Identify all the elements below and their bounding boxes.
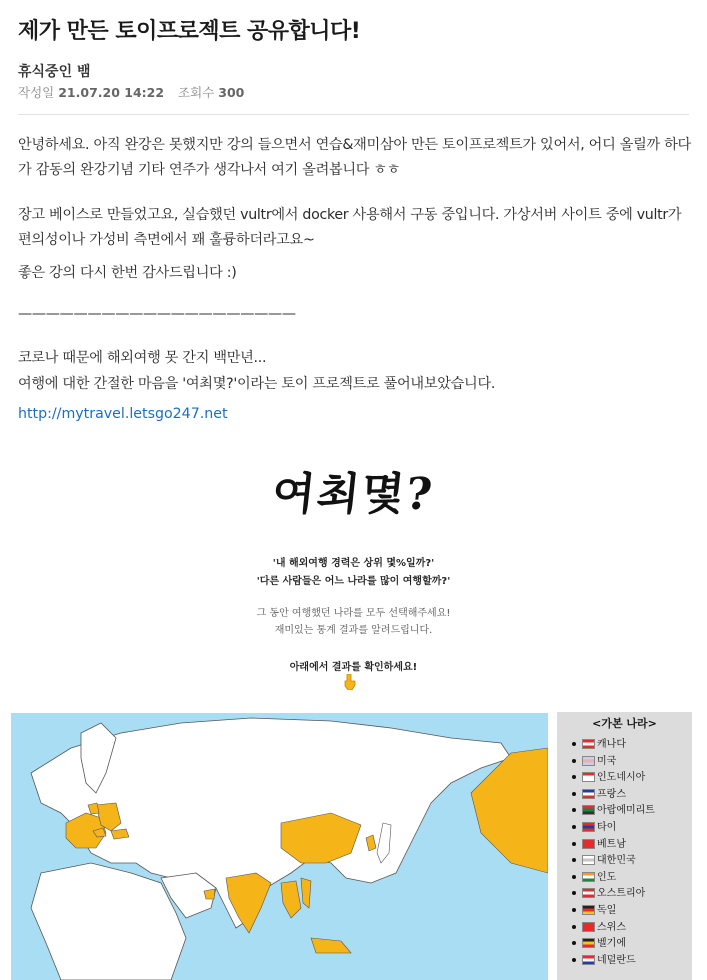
- visited-country-item[interactable]: [572, 820, 692, 837]
- country-name: 네덜란드: [597, 954, 636, 966]
- visited-country-item[interactable]: [572, 903, 692, 920]
- flag-icon: [582, 822, 595, 832]
- pointing-down-hand-icon: [343, 674, 357, 690]
- flag-icon: [582, 905, 595, 915]
- visited-country-item[interactable]: [572, 803, 692, 820]
- bullet-icon: [572, 941, 576, 945]
- country-name: 독일: [597, 904, 617, 916]
- country-name: 스위스: [597, 921, 626, 933]
- paragraph-project: 여행에 대한 간절한 마음을 '여최몇?'이라는 토이 프로젝트로 풀어내보았습니다.: [18, 376, 496, 392]
- flag-icon: [582, 855, 595, 865]
- bullet-icon: [572, 875, 576, 879]
- uae-visited[interactable]: [204, 889, 215, 899]
- country-name: 오스트리아: [597, 888, 646, 900]
- bullet-icon: [572, 792, 576, 796]
- world-map-svg: [11, 713, 548, 980]
- post-author[interactable]: 휴식중인 뱀: [18, 64, 91, 80]
- bullet-icon: [572, 891, 576, 895]
- promo-guide-1: 그 동안 여행했던 나라를 모두 선택해주세요!: [256, 608, 451, 619]
- paragraph-stack: 장고 베이스로 만들었고요, 실습했던 vultr에서 docker 사용해서 구동 중입니다. 가상서버 사이트 중에 vultr가 편의성이나 가성비 측면에서 꽤 훌륭하더라고요~: [18, 207, 682, 248]
- flag-icon: [582, 789, 595, 799]
- bullet-icon: [572, 925, 576, 929]
- post-date: 21.07.20 14:22: [58, 85, 165, 100]
- flag-icon: [582, 772, 595, 782]
- post-title: 제가 만든 토이프로젝트 공유합니다!: [18, 19, 361, 44]
- visited-country-item[interactable]: [572, 737, 692, 754]
- bullet-icon: [572, 825, 576, 829]
- view-count: 300: [218, 85, 245, 100]
- country-name: 프랑스: [597, 788, 626, 800]
- flag-icon: [582, 839, 595, 849]
- country-name: 베트남: [597, 838, 626, 850]
- project-link[interactable]: http://mytravel.letsgo247.net: [18, 406, 228, 422]
- promo-image: [0, 440, 707, 710]
- flag-icon: [582, 938, 595, 948]
- bullet-icon: [572, 858, 576, 862]
- visited-country-item[interactable]: [572, 953, 692, 970]
- country-name: 인도네시아: [597, 772, 646, 784]
- bullet-icon: [572, 842, 576, 846]
- promo-guide-2: 재미있는 통계 결과를 알려드립니다.: [274, 625, 433, 636]
- country-name: 타이: [597, 821, 617, 833]
- visited-country-item[interactable]: [572, 920, 692, 937]
- country-name: 미국: [597, 755, 617, 767]
- visited-country-item[interactable]: [572, 870, 692, 887]
- visited-country-item[interactable]: [572, 936, 692, 953]
- bullet-icon: [572, 742, 576, 746]
- austria-visited[interactable]: [111, 829, 129, 839]
- paragraph-intro: 안녕하세요. 아직 완강은 못했지만 강의 들으면서 연습&재미삼아 만든 토이프로젝트가 있어서, 어디 올릴까 하다가 감동의 완강기념 기타 연주가 생각나서 여기 올려봅니다 ㅎㅎ: [18, 137, 691, 178]
- separator-line: ————————————————————: [18, 306, 296, 322]
- country-name: 캐나다: [597, 739, 626, 750]
- flag-icon: [582, 922, 595, 932]
- paragraph-corona: 코로나 때문에 해외여행 못 간지 백만년...: [18, 350, 267, 366]
- views-label: 조회수: [178, 85, 215, 100]
- world-map[interactable]: [11, 713, 548, 980]
- visited-countries-panel: [557, 712, 692, 980]
- visited-country-item[interactable]: [572, 754, 692, 771]
- country-name: 벨기에: [597, 938, 626, 950]
- bullet-icon: [572, 958, 576, 962]
- visited-country-item[interactable]: [572, 886, 692, 903]
- flag-icon: [582, 955, 595, 965]
- flag-icon: [582, 756, 595, 766]
- flag-icon: [582, 872, 595, 882]
- flag-icon: [582, 805, 595, 815]
- date-label: 작성일: [18, 85, 55, 100]
- bullet-icon: [572, 908, 576, 912]
- flag-icon: [582, 888, 595, 898]
- bullet-icon: [572, 808, 576, 812]
- country-name: 대한민국: [597, 855, 636, 867]
- site-logo: 여최몇?: [269, 469, 437, 520]
- bullet-icon: [572, 775, 576, 779]
- promo-cta: 아래에서 결과를 확인하세요!: [289, 662, 418, 673]
- visited-countries-header: <가본 나라>: [592, 717, 657, 730]
- header-divider: [18, 114, 689, 115]
- bullet-icon: [572, 759, 576, 763]
- visited-countries-list: [557, 737, 692, 969]
- paragraph-thanks: 좋은 강의 다시 한번 감사드립니다 :): [18, 265, 237, 281]
- post-meta: [18, 83, 254, 101]
- country-name: 인도: [597, 871, 617, 883]
- visited-country-item[interactable]: [572, 853, 692, 870]
- promo-question-2: '다른 사람들은 어느 나라를 많이 여행할까?': [256, 576, 451, 587]
- visited-country-item[interactable]: [572, 837, 692, 854]
- visited-country-item[interactable]: [572, 787, 692, 804]
- promo-question-1: '내 해외여행 경력은 상위 몇%일까?': [272, 558, 435, 569]
- visited-country-item[interactable]: [572, 770, 692, 787]
- flag-icon: [582, 739, 595, 749]
- country-name: 아랍에미리트: [597, 805, 655, 817]
